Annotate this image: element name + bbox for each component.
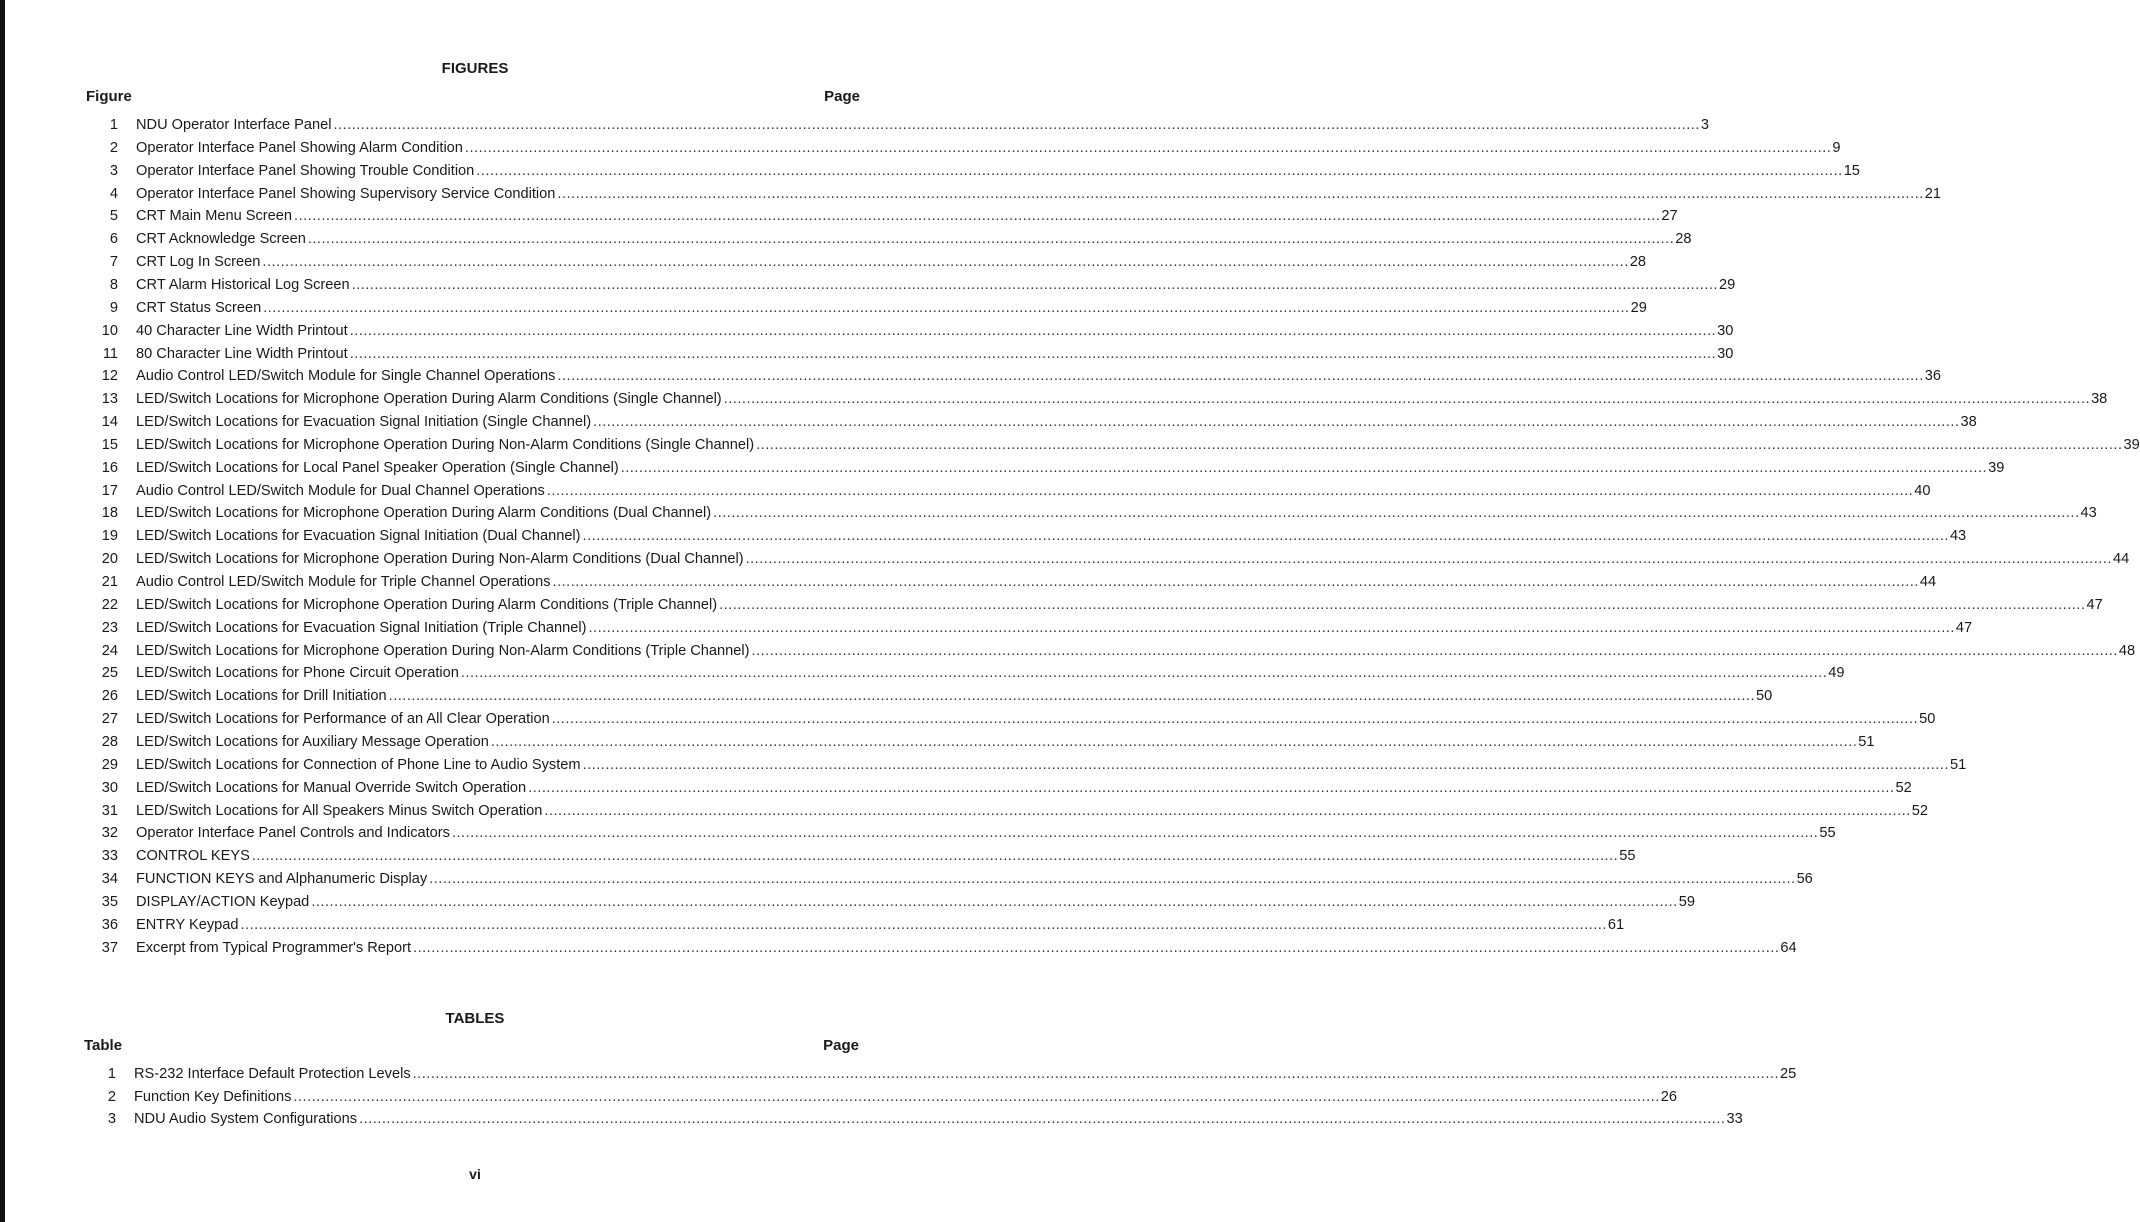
toc-entry <box>88 845 1636 865</box>
page-left-edge <box>0 0 5 1222</box>
toc-entry <box>88 502 2097 522</box>
entry-title: CRT Main Menu Screen <box>136 208 293 225</box>
entry-title: RS-232 Interface Default Protection Levels <box>134 1066 411 1082</box>
entry-page: 43 <box>2080 505 2097 522</box>
entry-title: Audio Control LED/Switch Module for Triple Channel Operations <box>136 574 551 590</box>
dot-leader: ............................................................................................................................................................................................................................................................................................................ <box>551 711 1919 728</box>
entry-number: 28 <box>101 733 118 750</box>
dot-leader: ............................................................................................................................................................................................................................................................................................................ <box>528 779 1895 796</box>
entry-page: 33 <box>1726 1111 1743 1127</box>
entry-page: 28 <box>1629 254 1647 271</box>
entry-title: 40 Character Line Width Printout <box>136 322 348 339</box>
entry-number: 37 <box>101 939 118 956</box>
entry-title: Audio Control LED/Switch Module for Dual Channel Operations <box>136 482 545 499</box>
entry-number: 26 <box>101 688 118 705</box>
entry-number: 31 <box>101 802 118 819</box>
dot-leader: ............................................................................................................................................................................................................................................................................................................ <box>552 574 1919 590</box>
entry-number: 15 <box>101 436 118 453</box>
entry-title: NDU Audio System Configurations <box>134 1111 358 1127</box>
dot-leader: ............................................................................................................................................................................................................................................................................................................ <box>719 596 2086 613</box>
entry-number: 30 <box>101 779 118 796</box>
entry-page: 59 <box>1678 893 1695 910</box>
entry-number: 9 <box>109 299 118 316</box>
entry-page: 27 <box>1661 208 1678 225</box>
entry-page: 38 <box>2091 391 2108 408</box>
toc-entry <box>88 525 1967 545</box>
entry-number: 14 <box>101 414 118 431</box>
dot-leader: ............................................................................................................................................................................................................................................................................................................ <box>251 848 1619 865</box>
dot-leader: ............................................................................................................................................................................................................................................................................................................ <box>311 893 1678 910</box>
entry-title: LED/Switch Locations for All Speakers Minus Switch Operation <box>136 802 543 819</box>
entry-title: DISPLAY/ACTION Keypad <box>136 893 310 910</box>
entry-page: 48 <box>2118 642 2136 659</box>
entry-page: 61 <box>1607 916 1625 933</box>
toc-entry <box>88 571 1937 591</box>
entry-page: 56 <box>1796 871 1813 888</box>
toc-entry <box>88 891 1695 911</box>
toc-entry <box>88 708 1936 728</box>
entry-number: 2 <box>109 139 118 156</box>
entry-title: NDU Operator Interface Panel <box>136 117 332 133</box>
entry-title: LED/Switch Locations for Auxiliary Message Operation <box>136 733 489 750</box>
dot-leader: ............................................................................................................................................................................................................................................................................................................ <box>460 665 1828 682</box>
entry-title: LED/Switch Locations for Microphone Operation During Alarm Conditions (Dual Channel) <box>136 505 712 522</box>
toc-entry <box>88 480 1931 500</box>
entry-title: Operator Interface Panel Controls and Indicators <box>136 825 450 842</box>
dot-leader: ............................................................................................................................................................................................................................................................................................................ <box>546 482 1914 499</box>
toc-entry <box>88 297 1647 317</box>
dot-leader: ............................................................................................................................................................................................................................................................................................................ <box>476 162 1843 179</box>
dot-leader: ............................................................................................................................................................................................................................................................................................................ <box>582 528 1949 545</box>
entry-title: LED/Switch Locations for Microphone Operation During Non-Alarm Conditions (Dual Channel) <box>136 551 744 568</box>
tables-heading: TABLES <box>445 1010 505 1027</box>
entry-title: LED/Switch Locations for Microphone Operation During Non-Alarm Conditions (Single Channel) <box>136 436 755 453</box>
toc-entry <box>88 365 1942 385</box>
page-number: vi <box>469 1166 481 1182</box>
dot-leader: ............................................................................................................................................................................................................................................................................................................ <box>307 231 1675 248</box>
entry-title: FUNCTION KEYS and Alphanumeric Display <box>136 871 428 888</box>
entry-number: 3 <box>107 1111 116 1127</box>
entry-page: 29 <box>1630 299 1647 316</box>
entry-title: LED/Switch Locations for Evacuation Signal Initiation (Dual Channel) <box>136 528 581 545</box>
figure-column-label: Figure <box>86 88 132 105</box>
entry-page: 39 <box>2123 436 2140 453</box>
entry-title: LED/Switch Locations for Microphone Operation During Alarm Conditions (Triple Channel) <box>136 596 718 613</box>
entry-page: 9 <box>1832 139 1841 156</box>
entry-title: CRT Log In Screen <box>136 254 261 271</box>
entry-number: 17 <box>101 482 118 499</box>
entry-title: LED/Switch Locations for Microphone Operation During Alarm Conditions (Single Channel) <box>136 391 722 408</box>
entry-number: 20 <box>101 551 118 568</box>
entry-page: 55 <box>1619 848 1636 865</box>
toc-entry <box>88 662 1845 682</box>
entry-page: 64 <box>1780 939 1797 956</box>
entry-number: 22 <box>101 596 118 613</box>
entry-number: 19 <box>101 528 118 545</box>
dot-leader: ............................................................................................................................................................................................................................................................................................................ <box>240 916 1607 933</box>
toc-entry <box>88 914 1625 934</box>
dot-leader: ............................................................................................................................................................................................................................................................................................................ <box>333 117 1700 133</box>
entry-title: LED/Switch Locations for Drill Initiation <box>136 688 387 705</box>
entry-page: 44 <box>2112 551 2130 568</box>
entry-number: 12 <box>101 368 118 385</box>
entry-number: 25 <box>101 665 118 682</box>
toc-entry <box>88 274 1736 294</box>
entry-page: 55 <box>1819 825 1836 842</box>
entry-number: 6 <box>109 231 118 248</box>
entry-page: 30 <box>1717 322 1734 339</box>
entry-page: 51 <box>1949 756 1967 773</box>
toc-entry <box>88 228 1692 248</box>
dot-leader: ............................................................................................................................................................................................................................................................................................................ <box>557 185 1924 202</box>
entry-page: 43 <box>1949 528 1967 545</box>
table-column-label: Table <box>84 1037 123 1054</box>
dot-leader: ............................................................................................................................................................................................................................................................................................................ <box>593 414 1960 431</box>
entry-number: 24 <box>101 642 118 659</box>
entry-page: 15 <box>1843 162 1860 179</box>
entry-title: CRT Acknowledge Screen <box>136 231 306 248</box>
toc-entry <box>88 457 2005 477</box>
toc-entry <box>88 251 1647 271</box>
entry-number: 8 <box>109 276 118 293</box>
entry-page: 51 <box>1858 733 1875 750</box>
entry-number: 10 <box>101 322 118 339</box>
dot-leader: ............................................................................................................................................................................................................................................................................................................ <box>351 276 1718 293</box>
entry-title: LED/Switch Locations for Manual Override Switch Operation <box>136 779 527 796</box>
toc-entry <box>88 731 1875 751</box>
entry-number: 7 <box>109 254 118 271</box>
entry-title: Operator Interface Panel Showing Trouble Condition <box>136 162 475 179</box>
entry-title: Excerpt from Typical Programmer's Report <box>136 939 412 956</box>
entry-number: 34 <box>101 871 118 888</box>
toc-entry <box>88 937 1797 957</box>
entry-page: 3 <box>1700 117 1709 133</box>
tables-page-column-label: Page <box>823 1037 859 1054</box>
entry-number: 1 <box>107 1066 116 1082</box>
entry-title: CONTROL KEYS <box>136 848 250 865</box>
dot-leader: ............................................................................................................................................................................................................................................................................................................ <box>451 825 1819 842</box>
toc-entry <box>88 617 1973 637</box>
dot-leader: ............................................................................................................................................................................................................................................................................................................ <box>713 505 2080 522</box>
toc-entry <box>88 777 1912 797</box>
entry-number: 18 <box>101 505 118 522</box>
entry-title: Operator Interface Panel Showing Alarm Condition <box>136 139 463 156</box>
dot-leader: ............................................................................................................................................................................................................................................................................................................ <box>751 642 2118 659</box>
entry-number: 3 <box>109 162 118 179</box>
entry-page: 44 <box>1919 574 1937 590</box>
toc-entry <box>88 822 1836 842</box>
figures-page-column-label: Page <box>824 88 860 105</box>
entry-title: LED/Switch Locations for Microphone Operation During Non-Alarm Conditions (Triple Channel) <box>136 642 750 659</box>
entry-number: 1 <box>109 117 118 133</box>
entry-page: 50 <box>1756 688 1773 705</box>
toc-entry <box>88 320 1734 340</box>
entry-title: CRT Alarm Historical Log Screen <box>136 276 350 293</box>
toc-entry <box>88 137 1841 157</box>
entry-page: 49 <box>1828 665 1845 682</box>
toc-entry <box>88 434 2140 454</box>
entry-number: 5 <box>109 208 118 225</box>
entry-title: 80 Character Line Width Printout <box>136 345 348 362</box>
dot-leader: ............................................................................................................................................................................................................................................................................................................ <box>349 345 1717 362</box>
entry-page: 21 <box>1924 185 1942 202</box>
entry-title: LED/Switch Locations for Evacuation Signal Initiation (Triple Channel) <box>136 619 587 636</box>
toc-entry <box>88 343 1734 363</box>
toc-entry <box>88 411 1977 431</box>
entry-title: LED/Switch Locations for Connection of Phone Line to Audio System <box>136 756 581 773</box>
entry-page: 39 <box>1988 459 2005 476</box>
entry-number: 23 <box>101 619 118 636</box>
entry-page: 25 <box>1780 1066 1797 1082</box>
entry-number: 35 <box>101 893 118 910</box>
entry-page: 52 <box>1895 779 1912 796</box>
figures-heading: FIGURES <box>441 60 509 77</box>
entry-number: 29 <box>101 756 118 773</box>
entry-number: 4 <box>109 185 118 202</box>
entry-page: 47 <box>2086 596 2103 613</box>
entry-page: 38 <box>1960 414 1977 431</box>
toc-entry <box>88 594 2103 614</box>
toc-entry <box>88 205 1678 225</box>
toc-entry <box>88 114 1709 134</box>
entry-title: Function Key Definitions <box>134 1088 292 1105</box>
entry-title: LED/Switch Locations for Phone Circuit Operation <box>136 665 459 682</box>
toc-entry <box>86 1108 1743 1128</box>
dot-leader: ............................................................................................................................................................................................................................................................................................................ <box>588 619 1955 636</box>
dot-leader: ............................................................................................................................................................................................................................................................................................................ <box>429 871 1796 888</box>
entry-title: Operator Interface Panel Showing Supervisory Service Condition <box>136 185 556 202</box>
toc-entry <box>88 388 2108 408</box>
dot-leader: ............................................................................................................................................................................................................................................................................................................ <box>349 322 1717 339</box>
entry-title: Audio Control LED/Switch Module for Single Channel Operations <box>136 368 556 385</box>
dot-leader: ............................................................................................................................................................................................................................................................................................................ <box>756 436 2123 453</box>
entry-title: ENTRY Keypad <box>136 916 239 933</box>
entry-page: 40 <box>1914 482 1931 499</box>
entry-page: 26 <box>1660 1088 1677 1105</box>
toc-entry <box>88 160 1860 180</box>
dot-leader: ............................................................................................................................................................................................................................................................................................................ <box>490 733 1858 750</box>
entry-title: LED/Switch Locations for Evacuation Signal Initiation (Single Channel) <box>136 414 592 431</box>
entry-number: 27 <box>101 711 118 728</box>
dot-leader: ............................................................................................................................................................................................................................................................................................................ <box>293 1088 1660 1105</box>
entry-page: 50 <box>1919 711 1936 728</box>
dot-leader: ............................................................................................................................................................................................................................................................................................................ <box>262 254 1629 271</box>
toc-entry <box>88 640 2136 660</box>
toc-entry <box>88 754 1967 774</box>
entry-number: 33 <box>101 848 118 865</box>
dot-leader: ............................................................................................................................................................................................................................................................................................................ <box>745 551 2112 568</box>
entry-number: 2 <box>107 1088 116 1105</box>
entry-number: 21 <box>101 574 118 590</box>
dot-leader: ............................................................................................................................................................................................................................................................................................................ <box>557 368 1924 385</box>
entry-number: 36 <box>101 916 118 933</box>
toc-entry <box>88 183 1942 203</box>
entry-page: 29 <box>1718 276 1736 293</box>
dot-leader: ............................................................................................................................................................................................................................................................................................................ <box>413 939 1780 956</box>
toc-entry <box>88 685 1773 705</box>
toc-entry <box>88 868 1813 888</box>
dot-leader: ............................................................................................................................................................................................................................................................................................................ <box>263 299 1630 316</box>
entry-number: 11 <box>102 345 118 362</box>
entry-page: 47 <box>1955 619 1973 636</box>
entry-page: 28 <box>1675 231 1692 248</box>
entry-number: 16 <box>101 459 118 476</box>
entry-title: CRT Status Screen <box>136 299 262 316</box>
dot-leader: ............................................................................................................................................................................................................................................................................................................ <box>359 1111 1726 1127</box>
entry-number: 13 <box>101 391 118 408</box>
entry-title: LED/Switch Locations for Local Panel Speaker Operation (Single Channel) <box>136 459 619 476</box>
dot-leader: ............................................................................................................................................................................................................................................................................................................ <box>388 688 1756 705</box>
dot-leader: ............................................................................................................................................................................................................................................................................................................ <box>464 139 1832 156</box>
dot-leader: ............................................................................................................................................................................................................................................................................................................ <box>412 1066 1780 1082</box>
dot-leader: ............................................................................................................................................................................................................................................................................................................ <box>582 756 1949 773</box>
entry-page: 30 <box>1717 345 1734 362</box>
toc-entry <box>86 1086 1677 1106</box>
toc-entry <box>88 800 1929 820</box>
entry-title: LED/Switch Locations for Performance of an All Clear Operation <box>136 711 550 728</box>
entry-number: 32 <box>101 825 118 842</box>
dot-leader: ............................................................................................................................................................................................................................................................................................................ <box>294 208 1661 225</box>
dot-leader: ............................................................................................................................................................................................................................................................................................................ <box>544 802 1911 819</box>
dot-leader: ............................................................................................................................................................................................................................................................................................................ <box>620 459 1988 476</box>
entry-page: 36 <box>1924 368 1942 385</box>
dot-leader: ............................................................................................................................................................................................................................................................................................................ <box>723 391 2091 408</box>
toc-entry <box>88 548 2130 568</box>
entry-page: 52 <box>1911 802 1929 819</box>
toc-entry <box>86 1063 1797 1083</box>
